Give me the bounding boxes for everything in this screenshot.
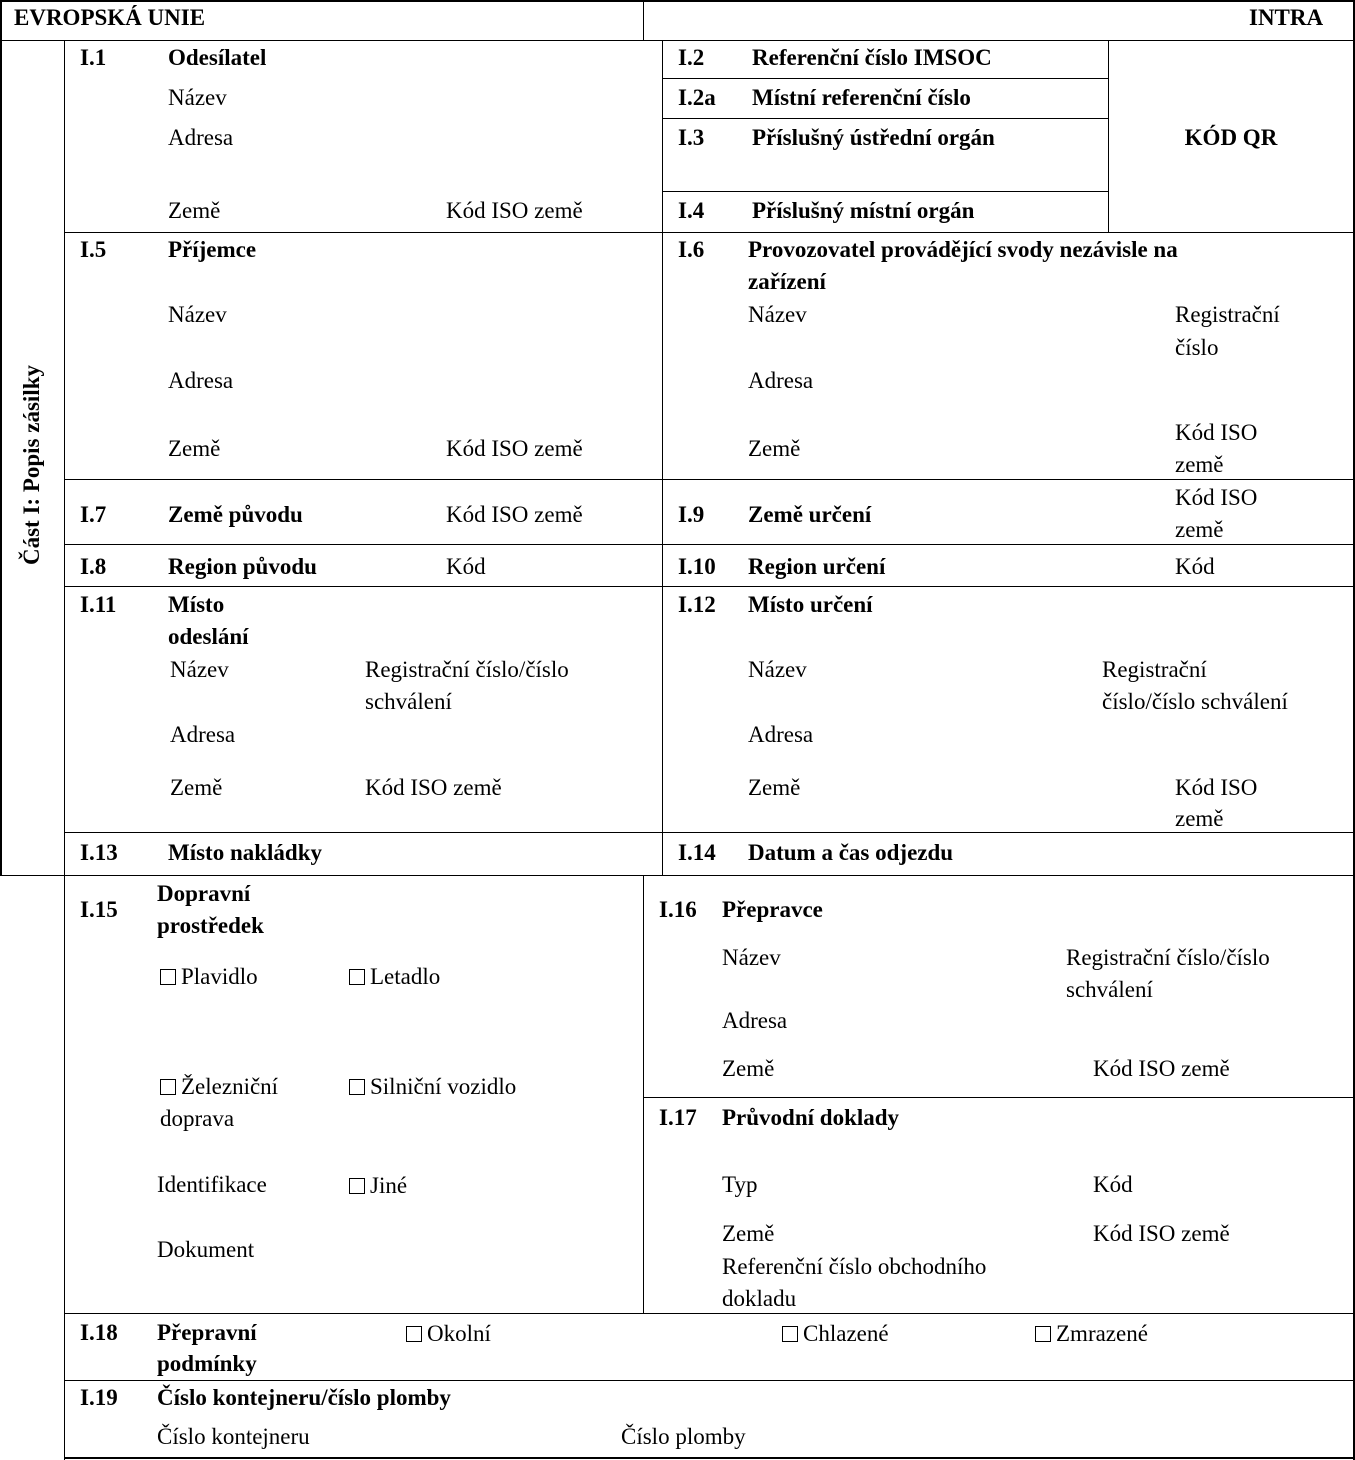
header-divider	[643, 0, 644, 40]
i17-type: Typ	[722, 1172, 758, 1197]
i12-iso-2: země	[1175, 806, 1224, 831]
checkbox-icon[interactable]	[782, 1326, 798, 1342]
i9-iso-1: Kód ISO	[1175, 485, 1258, 510]
i17-num: I.17	[659, 1105, 697, 1130]
i5-num: I.5	[80, 237, 107, 262]
i6-title-1: Provozovatel provádějící svody nezávisle na	[748, 237, 1178, 262]
i3-num: I.3	[678, 125, 705, 150]
i15-opt-ship[interactable]	[160, 964, 258, 990]
i6-iso-1: Kód ISO	[1175, 420, 1258, 445]
i6-country: Země	[748, 436, 801, 461]
i12-iso-1: Kód ISO	[1175, 775, 1258, 800]
i15-opt-plane-label: Letadlo	[370, 964, 441, 989]
i9-iso-2: země	[1175, 517, 1224, 542]
i18-opt-chilled-label: Chlazené	[803, 1321, 889, 1346]
i12-address: Adresa	[748, 722, 814, 747]
checkbox-icon[interactable]	[160, 1079, 176, 1095]
i2a-title: Místní referenční číslo	[752, 85, 971, 110]
line-i16-i17	[643, 1097, 1355, 1098]
i11-iso: Kód ISO země	[365, 775, 502, 800]
i5-name: Název	[168, 302, 227, 327]
i17-ref-1: Referenční číslo obchodního	[722, 1254, 987, 1279]
header-bottom	[0, 40, 1355, 41]
i16-country: Země	[722, 1056, 775, 1081]
i11-reg-1: Registrační číslo/číslo	[365, 657, 569, 682]
i11-reg-2: schválení	[365, 689, 452, 714]
frame-left	[0, 0, 2, 876]
i10-num: I.10	[678, 554, 716, 579]
i14-num: I.14	[678, 840, 716, 865]
i10-title: Region určení	[748, 554, 886, 579]
i17-iso: Kód ISO země	[1093, 1221, 1230, 1246]
row-line-1	[64, 232, 1355, 233]
i15-opt-rail[interactable]	[160, 1074, 278, 1100]
i6-title-2: zařízení	[748, 269, 826, 294]
i18-opt-frozen-label: Zmrazené	[1056, 1321, 1148, 1346]
i6-reg-1: Registrační	[1175, 302, 1280, 327]
i12-num: I.12	[678, 592, 716, 617]
i5-address: Adresa	[168, 368, 234, 393]
i17-country: Země	[722, 1221, 775, 1246]
i15-opt-road-label: Silniční vozidlo	[370, 1074, 517, 1099]
i12-reg-1: Registrační	[1102, 657, 1207, 682]
i15-opt-ship-label: Plavidlo	[181, 964, 258, 989]
i17-ref-2: dokladu	[722, 1286, 797, 1311]
i15-opt-road[interactable]	[349, 1074, 516, 1100]
i11-title-1: Místo	[168, 592, 225, 617]
i6-name: Název	[748, 302, 807, 327]
i10-code: Kód	[1175, 554, 1215, 579]
i1-title: Odesílatel	[168, 45, 267, 70]
i8-title: Region původu	[168, 554, 317, 579]
i18-num: I.18	[80, 1320, 118, 1345]
i13-num: I.13	[80, 840, 118, 865]
i6-iso-2: země	[1175, 452, 1224, 477]
i15-num: I.15	[80, 897, 118, 922]
i3-title: Příslušný ústřední orgán	[752, 125, 995, 150]
i18-title-2: podmínky	[157, 1351, 257, 1376]
i6-address: Adresa	[748, 368, 814, 393]
i16-reg-1: Registrační číslo/číslo	[1066, 945, 1270, 970]
col-divider-lower	[643, 875, 644, 1313]
i12-reg-2: číslo/číslo schválení	[1102, 689, 1288, 714]
i11-num: I.11	[80, 592, 117, 617]
i15-ident: Identifikace	[157, 1172, 267, 1197]
i18-title-1: Přepravní	[157, 1320, 257, 1345]
i18-opt-chilled[interactable]	[782, 1321, 889, 1347]
i13-title: Místo nakládky	[168, 840, 323, 865]
i16-name: Název	[722, 945, 781, 970]
i15-opt-rail-label: Železniční	[181, 1074, 279, 1099]
i12-title: Místo určení	[748, 592, 873, 617]
i15-opt-other[interactable]	[349, 1173, 407, 1199]
checkbox-icon[interactable]	[160, 969, 176, 985]
i19-container: Číslo kontejneru	[157, 1424, 310, 1449]
section-bottom	[0, 875, 65, 876]
i1-iso: Kód ISO země	[446, 198, 583, 223]
header-right: INTRA	[1249, 5, 1324, 30]
i9-title: Země určení	[748, 502, 872, 527]
row-line-7	[64, 1313, 1355, 1314]
i5-iso: Kód ISO země	[446, 436, 583, 461]
checkbox-icon[interactable]	[349, 969, 365, 985]
i11-name: Název	[170, 657, 229, 682]
i15-opt-rail-2: doprava	[160, 1106, 235, 1131]
i8-code: Kód	[446, 554, 486, 579]
i18-opt-ambient[interactable]	[406, 1321, 491, 1347]
i11-address: Adresa	[170, 722, 236, 747]
checkbox-icon[interactable]	[406, 1326, 422, 1342]
i1-num: I.1	[80, 45, 107, 70]
i5-country: Země	[168, 436, 221, 461]
qr-code-label: KÓD QR	[1184, 125, 1278, 150]
line-i2a	[662, 118, 1109, 119]
i7-iso: Kód ISO země	[446, 502, 583, 527]
col-divider-upper	[662, 40, 663, 876]
row-line-2	[64, 479, 1355, 480]
i18-opt-frozen[interactable]	[1035, 1321, 1148, 1347]
i18-opt-ambient-label: Okolní	[427, 1321, 491, 1346]
row-line-8	[64, 1380, 1355, 1381]
frame-bottom	[64, 1457, 1355, 1459]
row-line-5	[64, 832, 1355, 833]
i17-code: Kód	[1093, 1172, 1133, 1197]
i16-reg-2: schválení	[1066, 977, 1153, 1002]
i15-opt-plane[interactable]	[349, 964, 440, 990]
checkbox-icon[interactable]	[349, 1178, 365, 1194]
frame-top	[0, 0, 1355, 2]
i15-document: Dokument	[157, 1237, 255, 1262]
i15-title-2: prostředek	[157, 913, 264, 938]
row-line-6	[64, 875, 1355, 876]
i16-num: I.16	[659, 897, 697, 922]
i2a-num: I.2a	[678, 85, 716, 110]
i17-title: Průvodní doklady	[722, 1105, 900, 1130]
section-side-line	[64, 40, 65, 1460]
i2-num: I.2	[678, 45, 705, 70]
i6-num: I.6	[678, 237, 705, 262]
i15-opt-other-label: Jiné	[370, 1173, 408, 1198]
i12-country: Země	[748, 775, 801, 800]
checkbox-icon[interactable]	[1035, 1326, 1051, 1342]
i16-title: Přepravce	[722, 897, 823, 922]
i1-country: Země	[168, 198, 221, 223]
line-i3	[662, 191, 1109, 192]
i19-seal: Číslo plomby	[621, 1424, 746, 1449]
i7-title: Země původu	[168, 502, 303, 527]
i1-address: Adresa	[168, 125, 234, 150]
i11-country: Země	[170, 775, 223, 800]
i19-title: Číslo kontejneru/číslo plomby	[157, 1385, 451, 1410]
i6-reg-2: číslo	[1175, 335, 1219, 360]
i5-title: Příjemce	[168, 237, 257, 262]
checkbox-icon[interactable]	[349, 1079, 365, 1095]
i12-name: Název	[748, 657, 807, 682]
row-line-4	[64, 586, 1355, 587]
i14-title: Datum a čas odjezdu	[748, 840, 954, 865]
i4-num: I.4	[678, 198, 705, 223]
line-i2	[662, 78, 1109, 79]
i7-num: I.7	[80, 502, 107, 527]
i19-num: I.19	[80, 1385, 118, 1410]
i2-title: Referenční číslo IMSOC	[752, 45, 992, 70]
section-title: Část I: Popis zásilky	[19, 365, 44, 565]
i8-num: I.8	[80, 554, 107, 579]
row-line-3	[64, 544, 1355, 545]
i16-iso: Kód ISO země	[1093, 1056, 1230, 1081]
i11-title-2: odeslání	[168, 624, 249, 649]
i4-title: Příslušný místní orgán	[752, 198, 975, 223]
i15-title-1: Dopravní	[157, 881, 251, 906]
i16-address: Adresa	[722, 1008, 788, 1033]
header-left: EVROPSKÁ UNIE	[14, 5, 206, 30]
i1-name: Název	[168, 85, 227, 110]
i9-num: I.9	[678, 502, 705, 527]
